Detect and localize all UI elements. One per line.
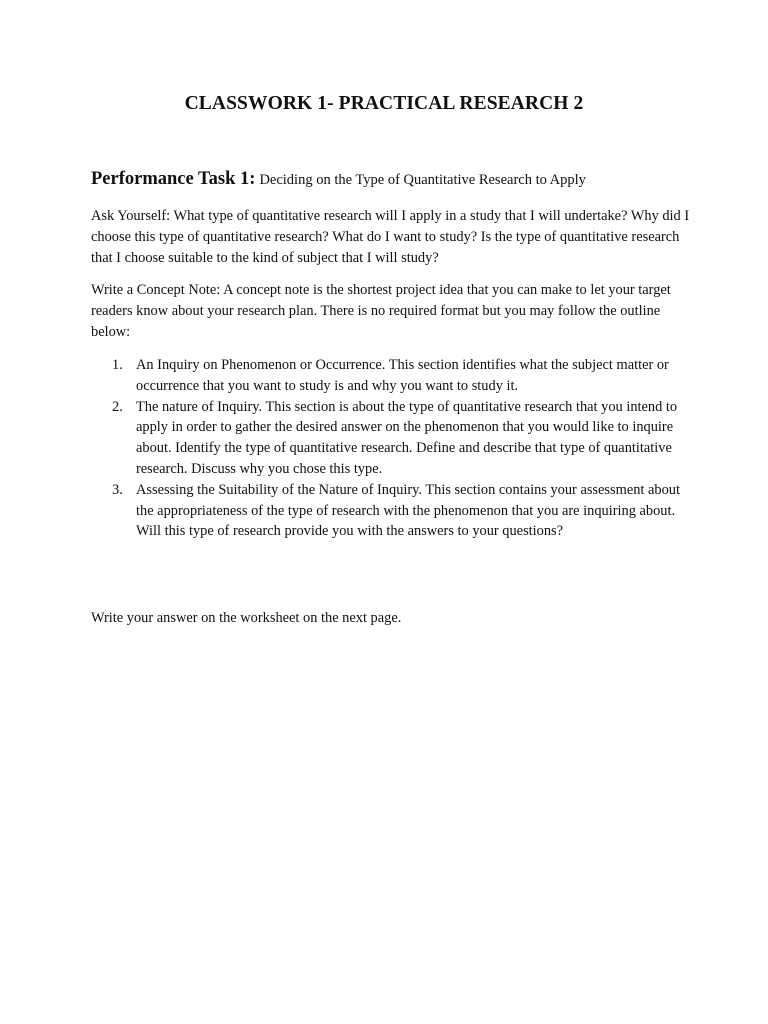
- ask-yourself-paragraph: Ask Yourself: What type of quantitative research will I apply in a study that I will undertake? Why did I choose this type of quantitative research? What do I want to study? Is the type of quantitative research that I choose suitable to the kind of subject that I will study?: [91, 208, 690, 266]
- page-title: CLASSWORK 1- PRACTICAL RESEARCH 2: [184, 93, 584, 114]
- list-item: [91, 355, 691, 397]
- outline-list: [91, 355, 691, 542]
- list-item: [91, 397, 691, 480]
- list-item: [91, 480, 691, 542]
- list-item-number: 3.: [112, 481, 123, 498]
- list-item-number: 2.: [112, 398, 123, 415]
- closing-instruction: Write your answer on the worksheet on the next page.: [91, 610, 402, 626]
- list-item-text: Assessing the Suitability of the Nature of Inquiry. This section contains your assessment about the appropriateness of the type of research with the phenomenon that you are inquiring about. Will this type of research provide you with the answers to your questions?: [136, 481, 680, 540]
- list-item-number: 1.: [112, 357, 123, 373]
- task-label: Performance Task 1:: [91, 169, 256, 189]
- concept-note-paragraph: Write a Concept Note: A concept note is the shortest project idea that you can make to let your target readers know about your research plan. There is no required format but you may follow the outline below:: [91, 282, 671, 340]
- task-subtitle: Deciding on the Type of Quantitative Research to Apply: [259, 172, 586, 188]
- task-heading: [91, 169, 691, 190]
- list-item-text: An Inquiry on Phenomenon or Occurrence. This section identifies what the subject matter or occurrence that you want to study is and why you want to study it.: [136, 357, 669, 394]
- list-item-text: The nature of Inquiry. This section is about the type of quantitative research that you intend to apply in order to gather the desired answer on the phenomenon that you would like to inquire about. Identify the type of quantitative research. Define and describe that type of quantitative research. Discuss why you chose this type.: [136, 398, 678, 477]
